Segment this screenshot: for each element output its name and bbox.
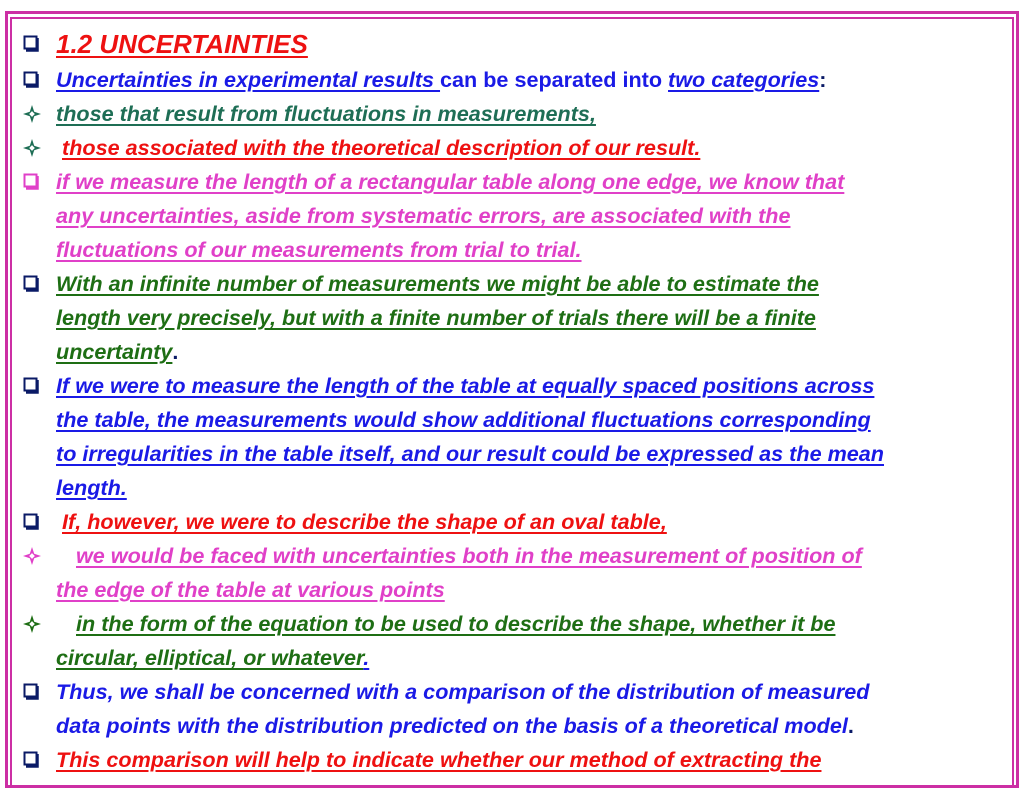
text-segment: two categories: [668, 67, 820, 92]
slide-content: [18, 27, 1008, 777]
square-bullet-icon: [21, 369, 43, 403]
text-segment: .: [363, 645, 370, 670]
square-bullet-icon: [21, 63, 43, 97]
text-segment: If, however, we were to describe the shape of an oval table,: [62, 509, 667, 534]
text-segment: can be separated into: [440, 67, 669, 92]
bullet-item-2: [18, 165, 1008, 267]
text-line: the edge of the table at various points: [56, 577, 445, 602]
page-title: 1.2 UNCERTAINTIES: [56, 29, 308, 59]
text-segment: :: [819, 67, 827, 92]
text-line: if we measure the length of a rectangular table along one edge, we know that: [56, 169, 845, 194]
text-line: the table, the measurements would show additional fluctuations corresponding: [56, 407, 871, 432]
text-segment: Uncertainties in experimental results: [56, 67, 441, 92]
sub-bullet-item-3: [18, 539, 1008, 607]
diamond-bullet-icon: [21, 539, 43, 573]
sub-bullet-item-2: [18, 131, 1008, 165]
text-line: uncertainty: [56, 339, 173, 364]
diamond-bullet-icon: [21, 97, 43, 131]
text-line: length very precisely, but with a finite number of trials there will be a finite: [56, 305, 816, 330]
text-line: to irregularities in the table itself, and our result could be expressed as the mean: [56, 441, 884, 466]
bullet-item-6: [18, 675, 1008, 743]
text-line: in the form of the equation to be used to describe the shape, whether it be: [76, 611, 836, 636]
square-bullet-icon: [21, 165, 43, 199]
square-bullet-icon: [21, 743, 43, 777]
bullet-item-5: [18, 505, 1008, 539]
text-segment: .: [172, 339, 179, 364]
bullet-item-4: [18, 369, 1008, 505]
diamond-bullet-icon: [21, 607, 43, 641]
text-line: fluctuations of our measurements from trial to trial.: [56, 237, 582, 262]
square-bullet-icon: [21, 505, 43, 539]
diamond-bullet-icon: [21, 131, 43, 165]
text-line: length.: [56, 475, 127, 500]
text-line: circular, elliptical, or whatever: [56, 645, 364, 670]
bullet-item-1: [18, 63, 1008, 97]
text-line: With an infinite number of measurements we might be able to estimate the: [56, 271, 819, 296]
sub-bullet-item-4: [18, 607, 1008, 675]
text-line: data points with the distribution predicted on the basis of a theoretical model: [56, 713, 848, 738]
text-line: Thus, we shall be concerned with a comparison of the distribution of measured: [56, 679, 870, 704]
text-segment: those associated with the theoretical description of our result.: [62, 135, 701, 160]
bullet-item-7: [18, 743, 1008, 777]
sub-bullet-item-1: [18, 97, 1008, 131]
text-segment: those that result from fluctuations in measurements,: [56, 101, 596, 126]
square-bullet-icon: [21, 267, 43, 301]
square-bullet-icon: [21, 27, 43, 61]
square-bullet-icon: [21, 675, 43, 709]
text-segment: .: [847, 713, 854, 738]
text-line: any uncertainties, aside from systematic errors, are associated with the: [56, 203, 791, 228]
title-row: [18, 27, 1008, 63]
text-line: If we were to measure the length of the table at equally spaced positions across: [56, 373, 875, 398]
text-line: we would be faced with uncertainties both in the measurement of position of: [76, 543, 862, 568]
text-line: This comparison will help to indicate whether our method of extracting the: [56, 747, 822, 772]
bullet-item-3: [18, 267, 1008, 369]
